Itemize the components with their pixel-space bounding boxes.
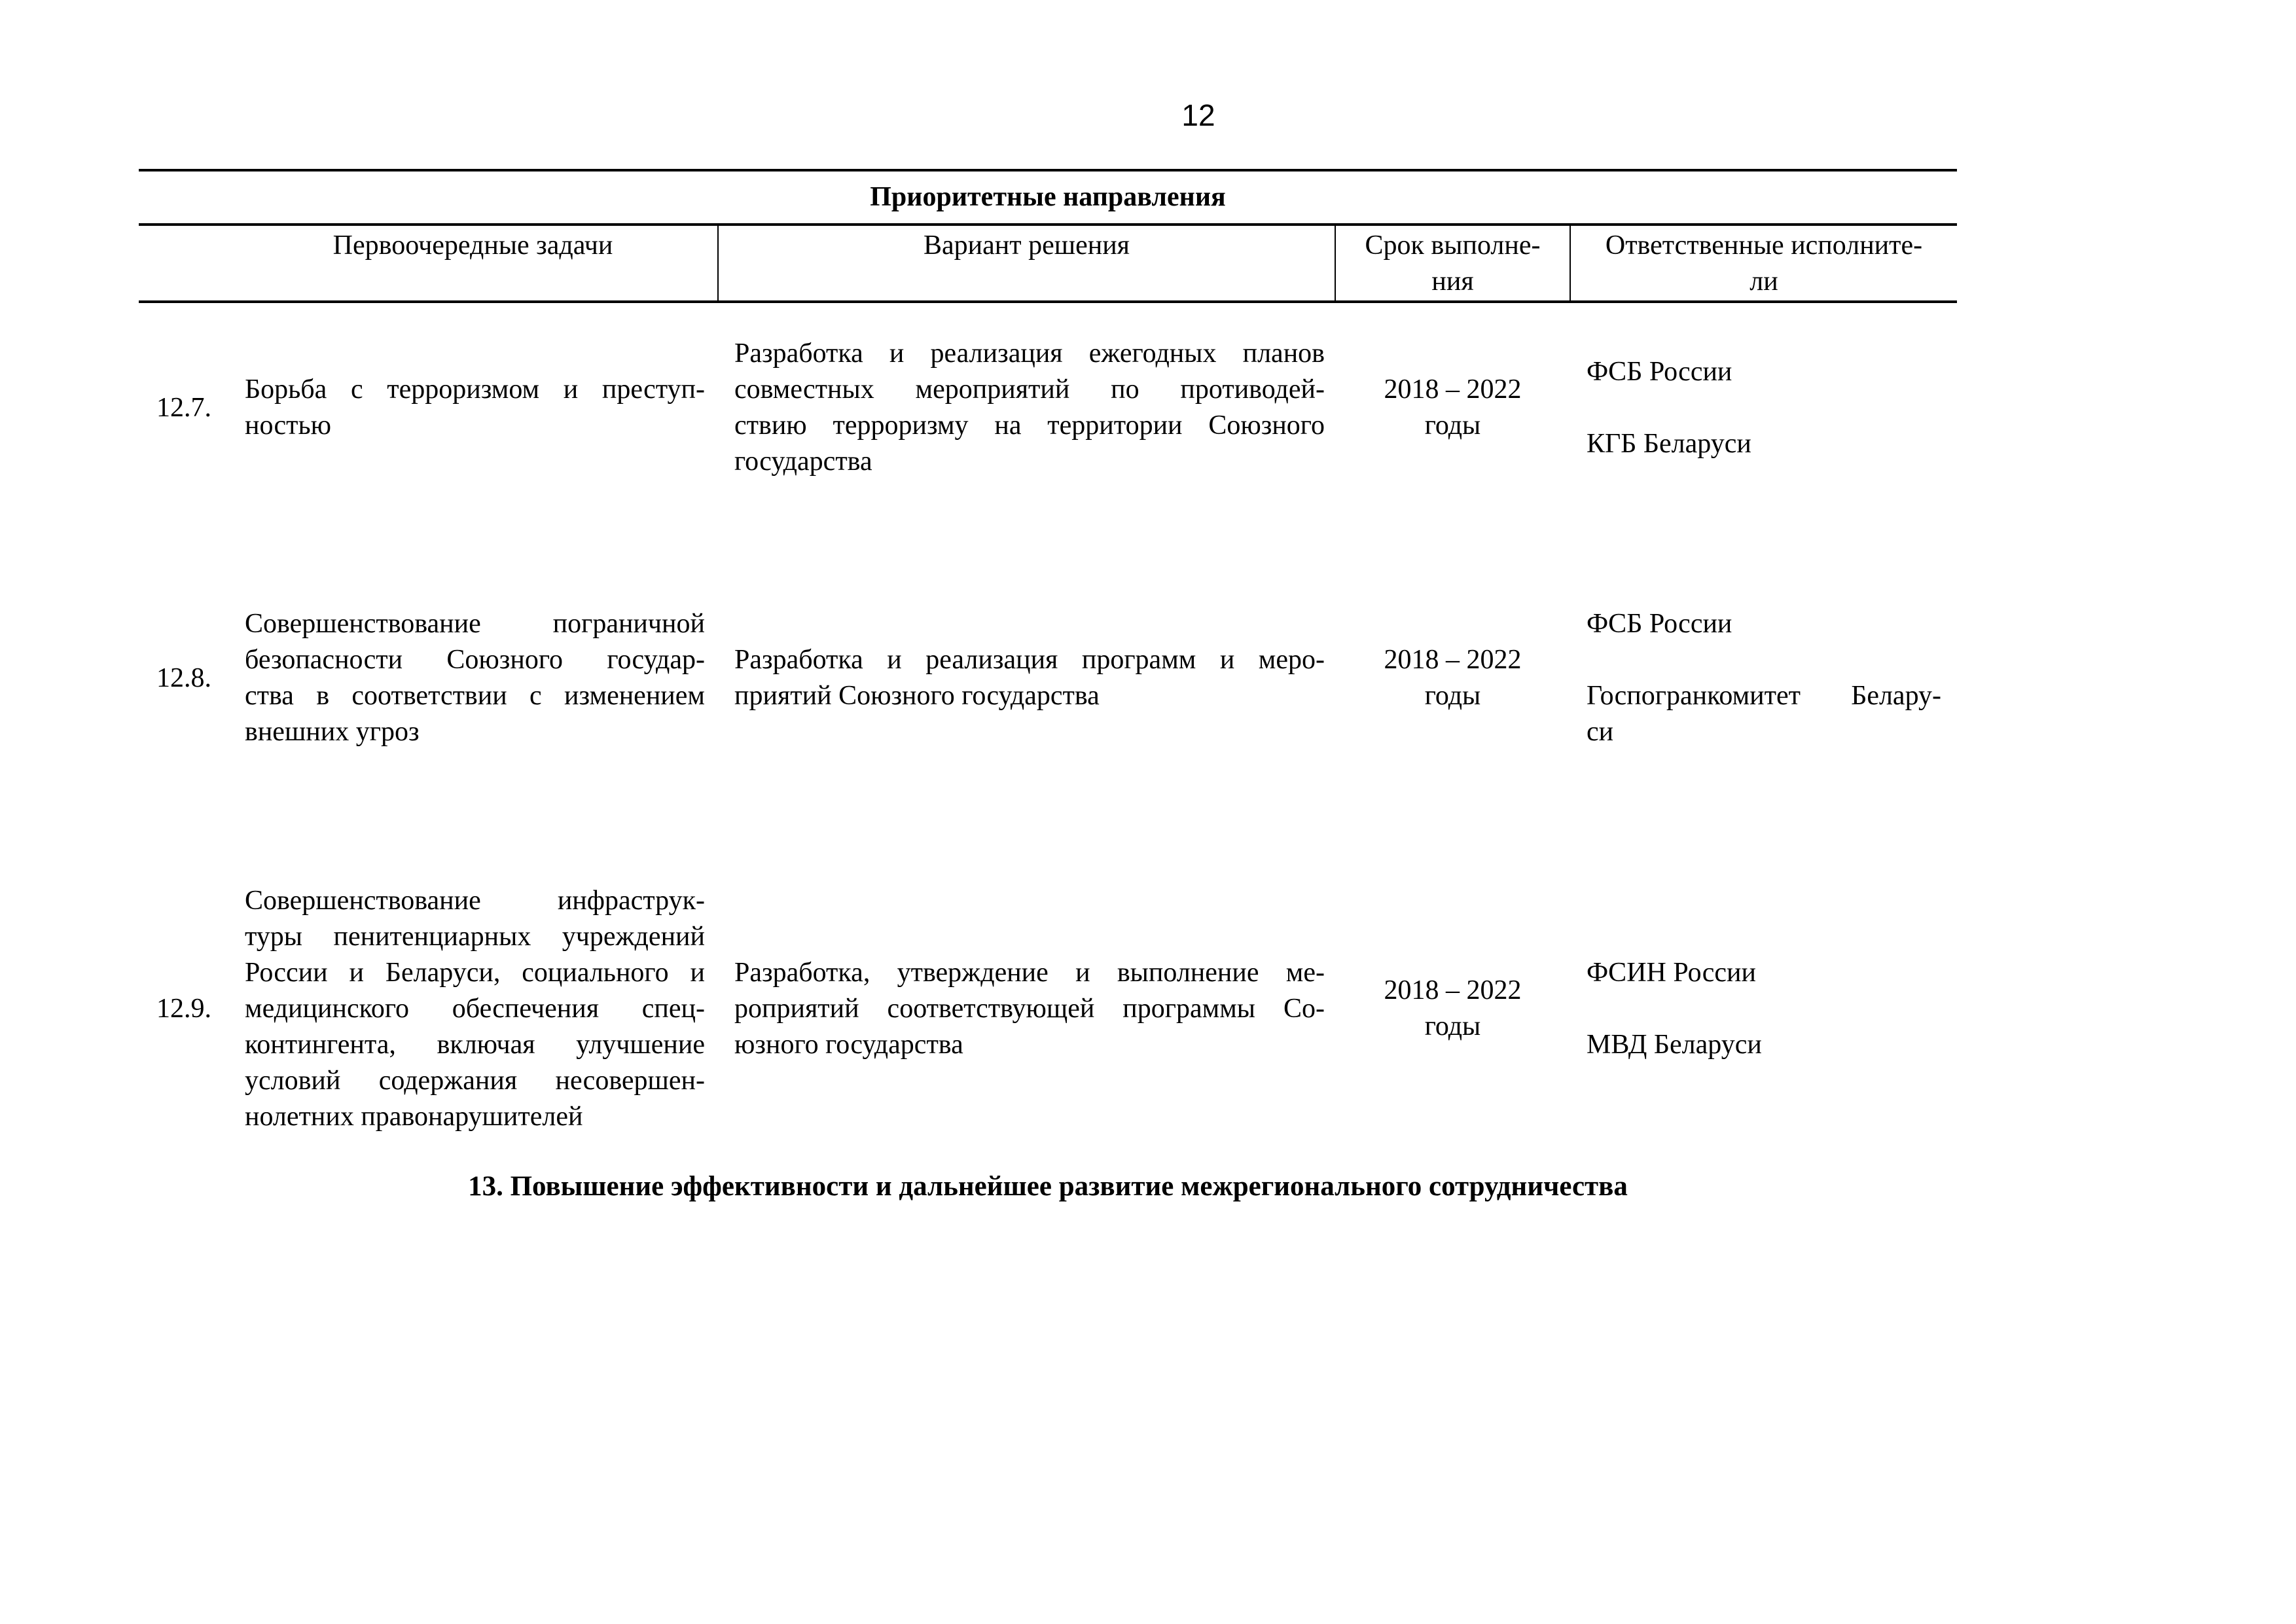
solution-cell <box>718 302 1335 513</box>
text-line: ства в соответствии с изменением <box>245 681 705 711</box>
text-line: 2018 – 2022 <box>1384 645 1522 675</box>
paragraph <box>1587 606 1941 642</box>
text-line: Разработка и реализация ежегодных планов <box>734 338 1325 369</box>
text-line: юзного государства <box>734 1029 963 1060</box>
text-line: Ответственные исполните- <box>1605 230 1923 261</box>
header-tasks <box>139 225 718 302</box>
responsible-cell <box>1570 844 1957 1174</box>
priorities-table <box>139 169 1957 1174</box>
paragraph <box>1587 678 1941 750</box>
text-line: годы <box>1424 1011 1481 1041</box>
text-line: Разработка, утверждение и выполнение ме- <box>734 957 1325 988</box>
header-responsible <box>1570 225 1957 302</box>
task-cell <box>229 302 718 513</box>
responsible-cell <box>1570 302 1957 513</box>
text-line: ния <box>1431 266 1474 297</box>
text-line: России и Беларуси, социального и <box>245 957 705 988</box>
text-line: Вариант решения <box>924 230 1130 261</box>
section-heading: 13. Повышение эффективности и дальнейшее развитие межрегионального сотрудничества <box>468 1171 1628 1202</box>
paragraph <box>1587 426 1941 462</box>
text-line: нолетних правонарушителей <box>245 1101 583 1132</box>
deadline-cell <box>1335 844 1570 1174</box>
paragraph <box>1587 1027 1941 1063</box>
text-line: Совершенствование пограничной <box>245 609 705 639</box>
text-line: Совершенствование инфраструк- <box>245 885 705 916</box>
text-line: ствию терроризму на территории Союзного <box>734 410 1325 441</box>
header-solution <box>718 225 1335 302</box>
row-number: 12.9. <box>156 993 211 1024</box>
task-cell <box>229 844 718 1174</box>
text-line: Госпогранкомитет Белару- <box>1587 681 1942 711</box>
table-row <box>139 513 1957 844</box>
text-line: приятий Союзного государства <box>734 681 1100 711</box>
text-line: условий содержания несовершен- <box>245 1065 705 1096</box>
table-title: Приоритетные направления <box>139 170 1957 225</box>
text-line: туры пенитенциарных учреждений <box>245 921 705 952</box>
text-line: ФСБ России <box>1587 609 1732 639</box>
text-line: си <box>1587 717 1614 747</box>
text-line: Разработка и реализация программ и меро- <box>734 645 1325 675</box>
text-line: ФСИН России <box>1587 957 1756 988</box>
text-line: 2018 – 2022 <box>1384 374 1522 405</box>
deadline-cell <box>1335 513 1570 844</box>
table-header-row <box>139 225 1957 302</box>
text-line: государства <box>734 446 872 477</box>
text-line: КГБ Беларуси <box>1587 428 1751 459</box>
solution-cell <box>718 844 1335 1174</box>
paragraph <box>1587 354 1941 390</box>
responsible-cell <box>1570 513 1957 844</box>
text-line: контингента, включая улучшение <box>245 1029 705 1060</box>
text-line: МВД Беларуси <box>1587 1029 1762 1060</box>
text-line: ФСБ России <box>1587 356 1732 387</box>
text-line: Срок выполне- <box>1365 230 1541 261</box>
header-deadline <box>1335 225 1570 302</box>
text-line: ностью <box>245 410 332 441</box>
text-line: ли <box>1749 266 1778 297</box>
text-line: совместных мероприятий по противодей- <box>734 374 1325 405</box>
task-cell <box>229 513 718 844</box>
text-line: годы <box>1424 681 1481 711</box>
text-line: Первоочередные задачи <box>332 230 613 261</box>
solution-cell <box>718 513 1335 844</box>
row-number: 12.7. <box>156 392 211 423</box>
text-line: 2018 – 2022 <box>1384 975 1522 1005</box>
text-line: Борьба с терроризмом и преступ- <box>245 374 705 405</box>
deadline-cell <box>1335 302 1570 513</box>
table-row <box>139 844 1957 1174</box>
page-number: 12 <box>1181 98 1215 132</box>
text-line: медицинского обеспечения спец- <box>245 993 705 1024</box>
row-number: 12.8. <box>156 662 211 693</box>
text-line: безопасности Союзного государ- <box>245 645 705 675</box>
text-line: внешних угроз <box>245 717 420 747</box>
text-line: годы <box>1424 410 1481 441</box>
table-title-row <box>139 170 1957 225</box>
table-row <box>139 302 1957 513</box>
text-line: роприятий соответствующей программы Со- <box>734 993 1325 1024</box>
paragraph <box>1587 955 1941 991</box>
